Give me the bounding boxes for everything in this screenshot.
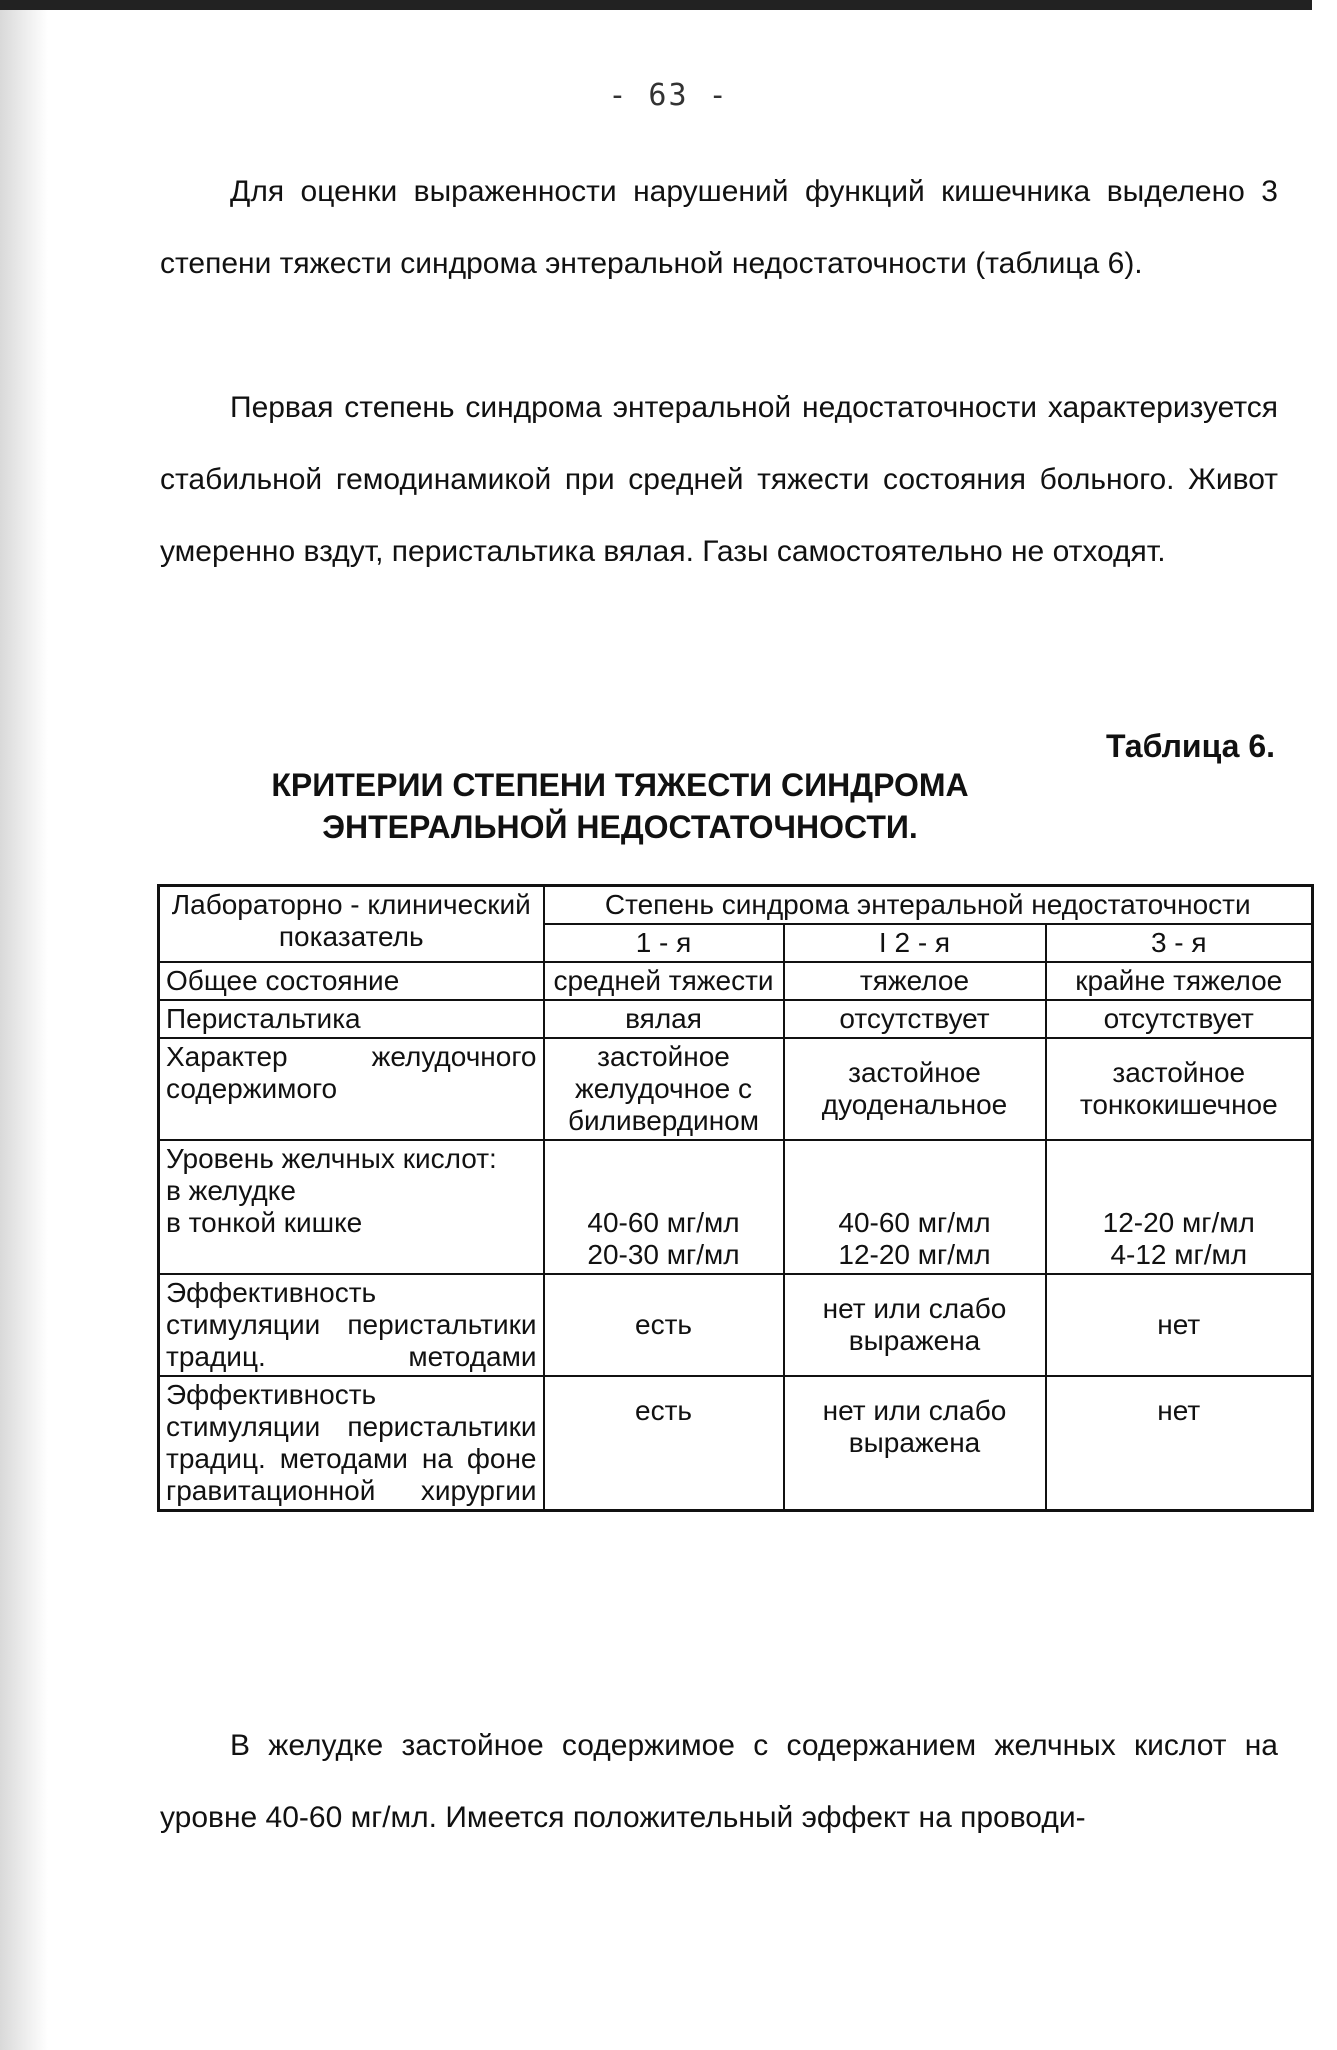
header-degree-3: 3 - я bbox=[1046, 924, 1313, 962]
cell-degree-2: тяжелое bbox=[784, 962, 1046, 1000]
value-stomach: 12-20 мг/мл bbox=[1102, 1207, 1255, 1238]
table-title-line2: ЭНТЕРАЛЬНОЙ НЕДОСТАТОЧНОСТИ. bbox=[322, 809, 918, 845]
page-top-border bbox=[0, 0, 1312, 10]
value-intestine: 12-20 мг/мл bbox=[838, 1239, 991, 1270]
cell-degree-3 bbox=[1046, 1140, 1313, 1274]
bile-acids-intestine-label: в тонкой кишке bbox=[166, 1207, 363, 1238]
cell-degree-2 bbox=[784, 1140, 1046, 1274]
cell-degree-3: нет bbox=[1046, 1274, 1313, 1376]
cell-degree-1 bbox=[544, 1140, 784, 1274]
value-stomach: 40-60 мг/мл bbox=[587, 1207, 740, 1238]
header-degree-2: I 2 - я bbox=[784, 924, 1046, 962]
bile-acids-stomach-label: в желудке bbox=[166, 1175, 296, 1206]
table-row bbox=[159, 1000, 1313, 1038]
table-label: Таблица 6. bbox=[1106, 728, 1275, 764]
value-stomach: 40-60 мг/мл bbox=[838, 1207, 991, 1238]
table-row bbox=[159, 1038, 1313, 1140]
row-indicator bbox=[159, 1140, 544, 1274]
table-header-row bbox=[159, 886, 1313, 925]
row-indicator: Эффективность стимуляции перистальтики традиц. методами bbox=[159, 1274, 544, 1376]
cell-spacer bbox=[551, 1143, 777, 1207]
cell-degree-3: нет bbox=[1046, 1376, 1313, 1511]
table-title-line1: КРИТЕРИИ СТЕПЕНИ ТЯЖЕСТИ СИНДРОМА bbox=[271, 767, 969, 803]
header-indicator: Лабораторно - клинический показатель bbox=[159, 886, 544, 963]
paragraph-first-degree: Первая степень синдрома энтеральной недостаточности характеризуется стабильной гемодинамикой при средней тяжести состояния больного. Живот умеренно вздут, перистальтика вялая. Газы самостоятельно не отходят. bbox=[160, 391, 1278, 568]
paragraph-intro: Для оценки выраженности нарушений функций кишечника выделено 3 степени тяжести синдрома энтеральной недостаточности (таблица 6). bbox=[160, 175, 1278, 280]
cell-spacer bbox=[1053, 1143, 1306, 1207]
criteria-table bbox=[157, 884, 1314, 1512]
cell-degree-2: нет или слабо выражена bbox=[784, 1376, 1046, 1511]
page-edge-shadow bbox=[0, 0, 48, 2050]
value-intestine: 4-12 мг/мл bbox=[1110, 1239, 1248, 1270]
page-number: - 63 - bbox=[608, 78, 729, 113]
cell-degree-3: отсутствует bbox=[1046, 1000, 1313, 1038]
row-indicator: Общее состояние bbox=[159, 962, 544, 1000]
header-degree: Степень синдрома энтеральной недостаточности bbox=[544, 886, 1313, 925]
table-row bbox=[159, 1140, 1313, 1274]
cell-degree-3: застойное тонкокишечное bbox=[1046, 1038, 1313, 1140]
value-intestine: 20-30 мг/мл bbox=[587, 1239, 740, 1270]
row-indicator: Перистальтика bbox=[159, 1000, 544, 1038]
row-indicator: Эффективность стимуляции перистальтики традиц. методами на фоне гравитационной хирургии bbox=[159, 1376, 544, 1511]
table-title bbox=[230, 764, 1010, 848]
cell-degree-1: есть bbox=[544, 1376, 784, 1511]
cell-degree-1: средней тяжести bbox=[544, 962, 784, 1000]
cell-degree-1: вялая bbox=[544, 1000, 784, 1038]
cell-degree-1: застойное желудочное с биливердином bbox=[544, 1038, 784, 1140]
cell-spacer bbox=[791, 1143, 1039, 1207]
table-row bbox=[159, 1376, 1313, 1511]
row-indicator: Характер желудочного содержимого bbox=[159, 1038, 544, 1140]
cell-degree-2: застойное дуоденальное bbox=[784, 1038, 1046, 1140]
bile-acids-label: Уровень желчных кислот: bbox=[166, 1143, 497, 1174]
table-row bbox=[159, 1274, 1313, 1376]
header-degree-1: 1 - я bbox=[544, 924, 784, 962]
paragraph-stomach: В желудке застойное содержимое с содержанием желчных кислот на уровне 40-60 мг/мл. Имеется положительный эффект на проводи- bbox=[160, 1729, 1278, 1834]
cell-degree-3: крайне тяжелое bbox=[1046, 962, 1313, 1000]
cell-degree-1: есть bbox=[544, 1274, 784, 1376]
cell-degree-2: отсутствует bbox=[784, 1000, 1046, 1038]
table-row bbox=[159, 962, 1313, 1000]
cell-degree-2: нет или слабо выражена bbox=[784, 1274, 1046, 1376]
